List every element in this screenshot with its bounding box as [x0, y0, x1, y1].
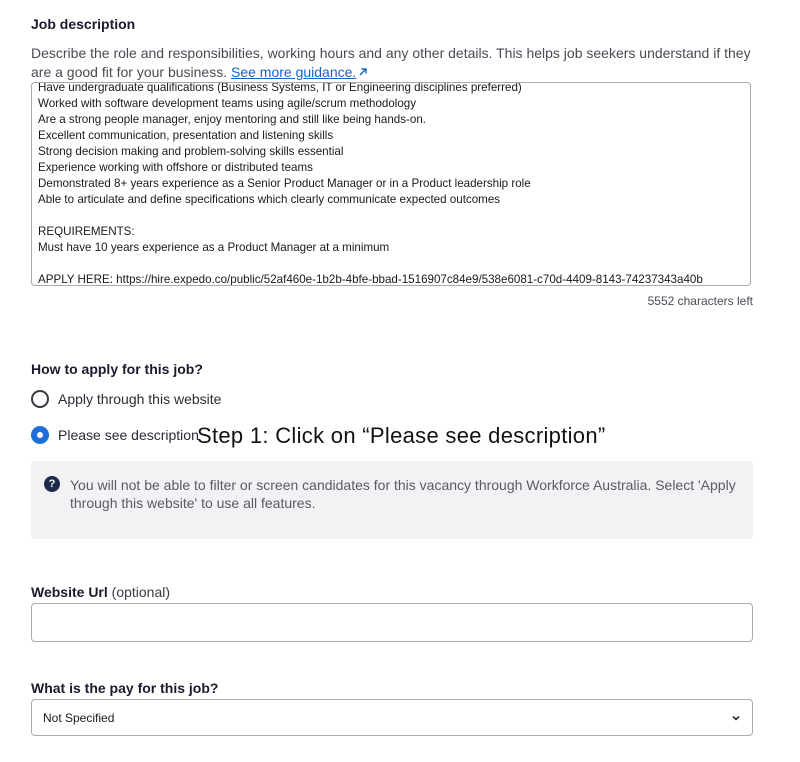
info-notice-text: You will not be able to filter or screen candidates for this vacancy through Workforce Australia. Select 'Apply through this website' to use all features. [70, 477, 736, 511]
pay-title: What is the pay for this job? [31, 680, 219, 696]
description-line: REQUIREMENTS: [38, 225, 135, 238]
please-see-description-radio[interactable] [31, 426, 49, 444]
job-description-help-text: Describe the role and responsibilities, working hours and any other details. This helps job seekers understand if they are a good fit for your business. [31, 45, 751, 80]
website-url-label [31, 584, 170, 600]
step-annotation: Step 1: Click on “Please see description” [197, 423, 606, 448]
apply-through-website-option[interactable] [31, 390, 221, 408]
job-description-content [38, 82, 744, 286]
website-url-input[interactable] [31, 603, 753, 642]
description-line: APPLY HERE: https://hire.expedo.co/public/52af460e-1b2b-4bfe-bbad-1516907c84e9/538e6081-c70d-4409-8143-74237343a40b [38, 273, 703, 286]
description-line: Must have 10 years experience as a Product Manager at a minimum [38, 241, 390, 254]
pay-selected-value: Not Specified [43, 710, 115, 725]
description-line: Worked with software development teams using agile/scrum methodology [38, 97, 417, 110]
job-description-title: Job description [31, 16, 136, 32]
external-link-icon [358, 67, 368, 77]
job-description-help [31, 44, 753, 82]
question-icon: ? [44, 476, 60, 492]
pay-select[interactable] [31, 699, 753, 736]
please-see-description-label[interactable]: Please see description [58, 427, 199, 443]
info-notice [31, 461, 753, 539]
please-see-description-option[interactable] [31, 426, 199, 444]
description-line: Demonstrated 8+ years experience as a Senior Product Manager or in a Product leadership role [38, 177, 531, 190]
see-more-guidance-label: See more guidance. [231, 64, 357, 80]
description-line: Strong decision making and problem-solving skills essential [38, 145, 344, 158]
description-line: Have undergraduate qualifications (Business Systems, IT or Engineering disciplines preferred) [38, 82, 522, 94]
description-line [38, 256, 744, 272]
description-line: Are a strong people manager, enjoy mentoring and still like being hands-on. [38, 113, 426, 126]
characters-left-counter: 5552 characters left [647, 294, 753, 308]
how-to-apply-title: How to apply for this job? [31, 361, 203, 377]
chevron-down-icon [731, 713, 741, 723]
apply-through-website-label[interactable]: Apply through this website [58, 391, 222, 407]
website-url-label-text: Website Url [31, 584, 108, 600]
optional-tag: (optional) [111, 584, 171, 600]
description-line [38, 208, 744, 224]
job-description-textarea[interactable] [31, 82, 751, 286]
description-line: Able to articulate and define specifications which clearly communicate expected outcomes [38, 193, 501, 206]
apply-through-website-radio[interactable] [31, 390, 49, 408]
see-more-guidance-link[interactable] [231, 64, 356, 80]
description-line: Excellent communication, presentation and listening skills [38, 129, 334, 142]
description-line: Experience working with offshore or distributed teams [38, 161, 313, 174]
